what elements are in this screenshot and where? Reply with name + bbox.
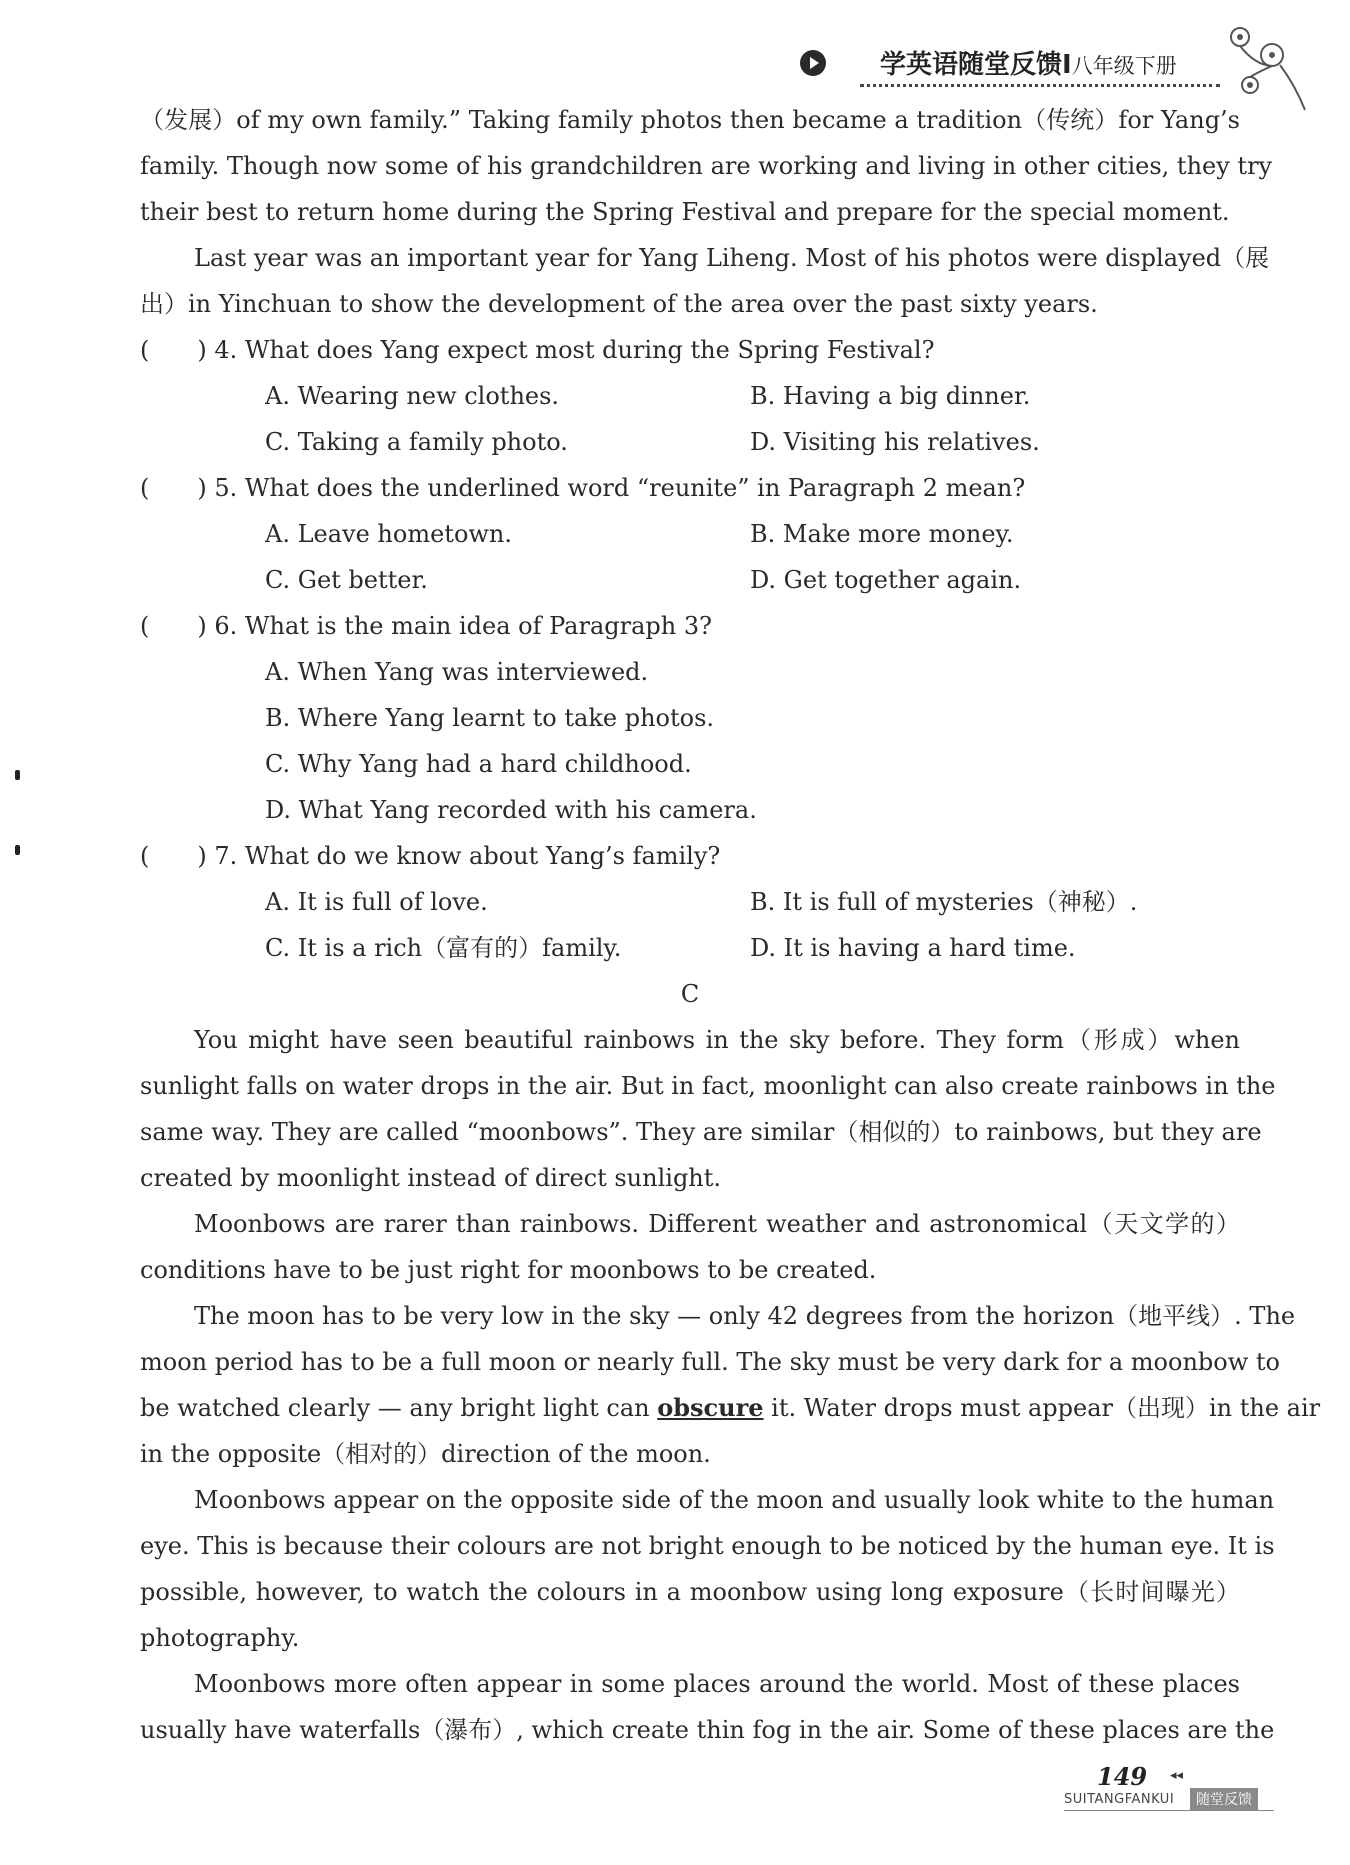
section-c-label: C bbox=[680, 980, 700, 1008]
question-4-stem: ( ) 4. What does Yang expect most during the Spring Festival? bbox=[140, 336, 935, 364]
question-7-option-d[interactable]: D. It is having a hard time. bbox=[750, 934, 1076, 962]
passage-line: sunlight falls on water drops in the air. But in fact, moonlight can also create rainbows in the bbox=[140, 1072, 1276, 1100]
passage-line: 出）in Yinchuan to show the development of the area over the past sixty years. bbox=[140, 290, 1098, 318]
question-5-option-d[interactable]: D. Get together again. bbox=[750, 566, 1022, 594]
passage-line: usually have waterfalls（瀑布）, which create thin fog in the air. Some of these places are the bbox=[140, 1716, 1275, 1744]
play-icon bbox=[800, 50, 826, 76]
passage-line: possible, however, to watch the colours in a moonbow using long exposure（长时间曝光） bbox=[140, 1578, 1240, 1606]
passage-line: Last year was an important year for Yang Liheng. Most of his photos were displayed（展 bbox=[194, 244, 1270, 272]
question-6-option-c[interactable]: C. Why Yang had a hard childhood. bbox=[265, 750, 692, 778]
question-4-option-a[interactable]: A. Wearing new clothes. bbox=[265, 382, 560, 410]
passage-line: created by moonlight instead of direct sunlight. bbox=[140, 1164, 722, 1192]
footer-tag: 随堂反馈 bbox=[1190, 1788, 1258, 1810]
passage-line: The moon has to be very low in the sky — only 42 degrees from the horizon（地平线）. The bbox=[194, 1302, 1296, 1330]
question-4-option-b[interactable]: B. Having a big dinner. bbox=[750, 382, 1031, 410]
page-header bbox=[800, 40, 1220, 90]
question-4-option-c[interactable]: C. Taking a family photo. bbox=[265, 428, 568, 456]
double-arrow-left-icon: ◂◂ bbox=[1170, 1768, 1184, 1783]
passage-line: （发展）of my own family.” Taking family photos then became a tradition（传统）for Yang’s bbox=[140, 106, 1240, 134]
passage-line: You might have seen beautiful rainbows in the sky before. They form（形成）when bbox=[194, 1026, 1240, 1054]
passage-line: moon period has to be a full moon or nearly full. The sky must be very dark for a moonbow to bbox=[140, 1348, 1280, 1376]
question-7-option-b[interactable]: B. It is full of mysteries（神秘）. bbox=[750, 888, 1138, 916]
question-5-option-b[interactable]: B. Make more money. bbox=[750, 520, 1014, 548]
binding-mark bbox=[15, 770, 20, 780]
footer-brand: SUITANGFANKUI bbox=[1064, 1792, 1175, 1807]
passage-line: Moonbows more often appear in some places around the world. Most of these places bbox=[194, 1670, 1240, 1698]
question-7-option-c[interactable]: C. It is a rich（富有的）family. bbox=[265, 934, 622, 962]
question-7-stem: ( ) 7. What do we know about Yang’s family? bbox=[140, 842, 721, 870]
passage-line: conditions have to be just right for moonbows to be created. bbox=[140, 1256, 877, 1284]
passage-line: be watched clearly — any bright light can obscure it. Water drops must appear（出现）in the air bbox=[140, 1393, 1321, 1422]
passage-line: photography. bbox=[140, 1624, 300, 1652]
question-5-option-c[interactable]: C. Get better. bbox=[265, 566, 428, 594]
question-6-stem: ( ) 6. What is the main idea of Paragraph 3? bbox=[140, 612, 713, 640]
question-5-option-a[interactable]: A. Leave hometown. bbox=[265, 520, 513, 548]
page-number: 149 bbox=[1097, 1762, 1148, 1791]
question-6-option-d[interactable]: D. What Yang recorded with his camera. bbox=[265, 796, 757, 824]
question-5-stem: ( ) 5. What does the underlined word “reunite” in Paragraph 2 mean? bbox=[140, 474, 1026, 502]
question-6-option-a[interactable]: A. When Yang was interviewed. bbox=[265, 658, 649, 686]
question-6-option-b[interactable]: B. Where Yang learnt to take photos. bbox=[265, 704, 715, 732]
passage-line: their best to return home during the Spring Festival and prepare for the special moment. bbox=[140, 198, 1230, 226]
passage-line: family. Though now some of his grandchildren are working and living in other cities, they try bbox=[140, 152, 1273, 180]
question-7-option-a[interactable]: A. It is full of love. bbox=[265, 888, 488, 916]
passage-line: in the opposite（相对的）direction of the moon. bbox=[140, 1440, 711, 1468]
question-4-option-d[interactable]: D. Visiting his relatives. bbox=[750, 428, 1040, 456]
binding-mark bbox=[15, 845, 20, 855]
passage-line: same way. They are called “moonbows”. They are similar（相似的）to rainbows, but they are bbox=[140, 1118, 1262, 1146]
passage-line: Moonbows appear on the opposite side of the moon and usually look white to the human bbox=[194, 1486, 1275, 1514]
passage-line: eye. This is because their colours are not bright enough to be noticed by the human eye. It is bbox=[140, 1532, 1275, 1560]
passage-line: Moonbows are rarer than rainbows. Different weather and astronomical（天文学的） bbox=[194, 1210, 1240, 1238]
footer-rule bbox=[1064, 1810, 1274, 1811]
underlined-word-obscure: obscure bbox=[657, 1393, 764, 1422]
header-title: 学英语随堂反馈Ⅰ八年级下册 bbox=[880, 50, 1177, 80]
header-dotted-rule bbox=[860, 84, 1220, 87]
flower-decoration-icon bbox=[1210, 15, 1310, 115]
